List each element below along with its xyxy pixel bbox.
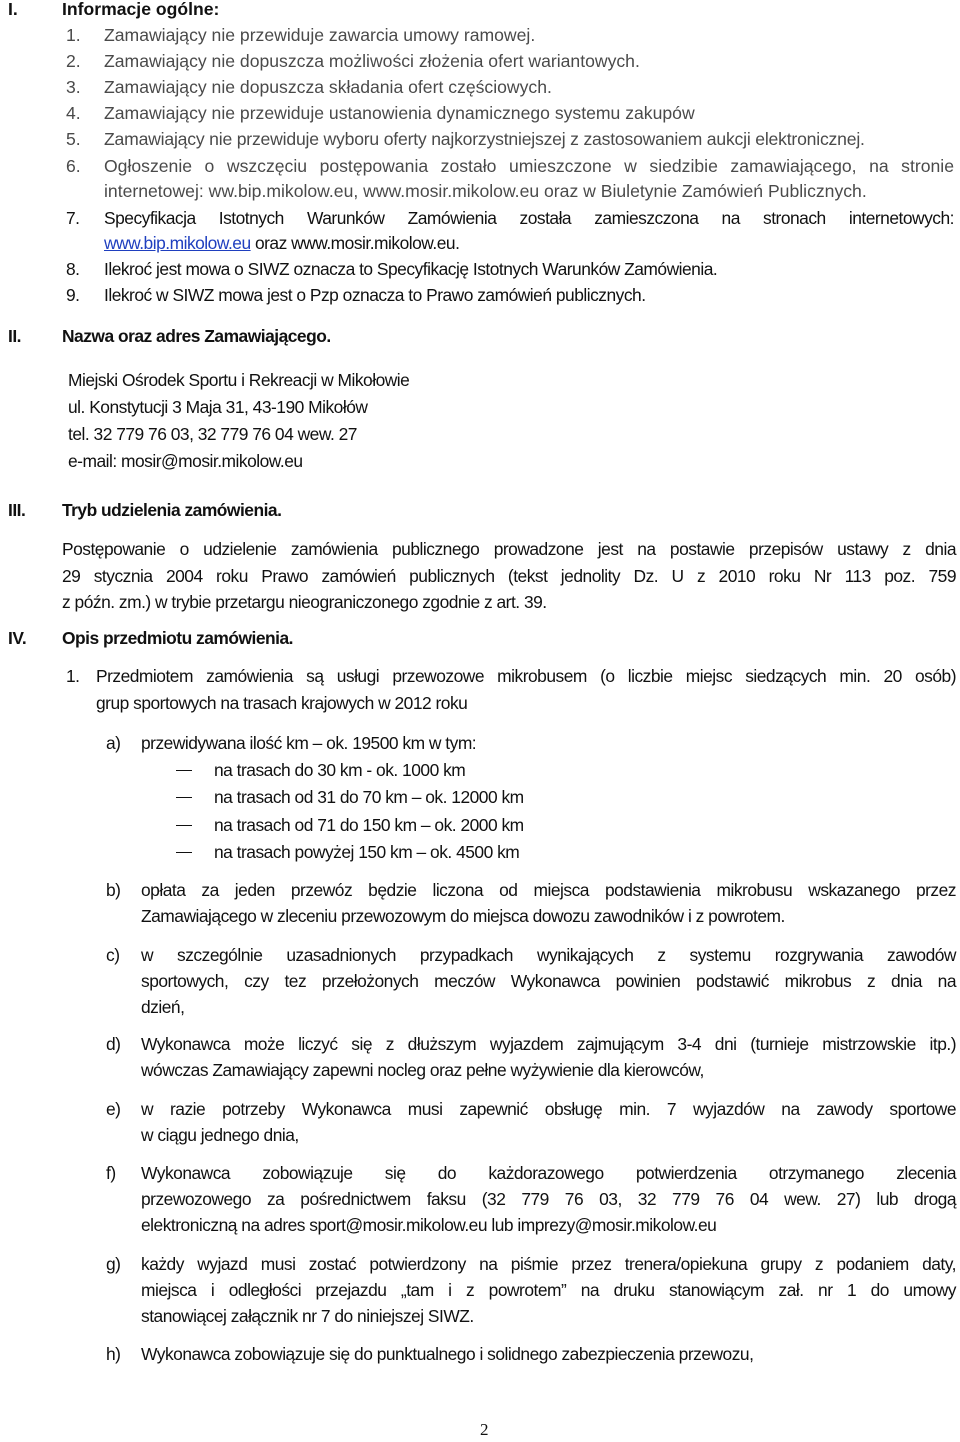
subitem-text: każdy wyjazd musi zostać potwierdzony na piśmie przez trenera/opiekuna grupy z podaniem daty,: [141, 1254, 956, 1274]
website-link[interactable]: www.bip.mikolow.eu: [104, 233, 251, 253]
list-number: 3.: [66, 77, 81, 97]
section-title: Informacje ogólne:: [62, 0, 220, 19]
section-title: Nazwa oraz adres Zamawiającego.: [62, 326, 331, 346]
subitem-text: przewozowego za pośrednictwem faksu (32 779 76 03, 32 779 76 04 wew. 27) lub drogą: [141, 1189, 956, 1209]
subitem-text: w szczególnie uzasadnionych przypadkach wynikających z systemu rozgrywania zawodów: [141, 945, 956, 965]
list-item: Zamawiający nie przewiduje ustanowienia dynamicznego systemu zakupów: [104, 103, 695, 123]
list-item: Ilekroć w SIWZ mowa jest o Pzp oznacza to Prawo zamówień publicznych.: [104, 285, 646, 305]
list-item: Zamawiający nie przewiduje zawarcia umowy ramowej.: [104, 25, 536, 45]
list-item: Specyfikacja Istotnych Warunków Zamówienia została zamieszczona na stronach internetowych:: [104, 208, 954, 228]
paragraph-line: z późn. zm.) w trybie przetargu nieograniczonego zgodnie z art. 39.: [62, 592, 547, 612]
address-name: Miejski Ośrodek Sportu i Rekreacji w Mikołowie: [68, 370, 410, 390]
list-item-continuation: grup sportowych na trasach krajowych w 2012 roku: [96, 693, 468, 713]
section-number: III.: [8, 500, 26, 520]
subitem-text: elektroniczną na adres sport@mosir.mikolow.eu lub imprezy@mosir.mikolow.eu: [141, 1215, 717, 1235]
subitem-label: c): [106, 945, 120, 965]
list-item-continuation: www.bip.mikolow.eu oraz www.mosir.mikolow.eu.: [104, 233, 460, 253]
subitem-text: w ciągu jednego dnia,: [141, 1125, 299, 1145]
paragraph-line: Postępowanie o udzielenie zamówienia publicznego prowadzone jest na postawie przepisów ustawy z dnia: [62, 539, 956, 559]
section-title: Opis przedmiotu zamówienia.: [62, 628, 293, 648]
list-number: 7.: [66, 208, 80, 228]
dash-bullet: [176, 852, 192, 853]
subitem-text: Wykonawca może liczyć się z dłuższym wyjazdem zajmującym 3-4 dni (turnieje mistrzowskie itp.): [141, 1034, 956, 1054]
list-item: Przedmiotem zamówienia są usługi przewozowe mikrobusem (o liczbie miejsc siedzących min. 20 osób): [96, 666, 956, 686]
subitem-text: Zamawiającego w zleceniu przewozowym do miejsca dowozu zawodników i z powrotem.: [141, 906, 785, 926]
list-item: Zamawiający nie dopuszcza możliwości złożenia ofert wariantowych.: [104, 51, 640, 71]
subitem-text: dzień,: [141, 997, 185, 1017]
page-number: 2: [480, 1420, 489, 1439]
route-item: na trasach od 71 do 150 km – ok. 2000 km: [214, 815, 524, 835]
dash-bullet: [176, 770, 192, 771]
list-item: Zamawiający nie przewiduje wyboru oferty najkorzystniejszej z zastosowaniem aukcji elektronicznej.: [104, 129, 865, 149]
subitem-text: Wykonawca zobowiązuje się do punktualnego i solidnego zabezpieczenia przewozu,: [141, 1344, 754, 1364]
list-number: 2.: [66, 51, 81, 71]
paragraph-line: 29 stycznia 2004 roku Prawo zamówień publicznych (tekst jednolity Dz. U z 2010 roku Nr 113 poz. 759: [62, 566, 956, 586]
list-number: 4.: [66, 103, 81, 123]
section-number: IV.: [8, 628, 27, 648]
address-email: e-mail: mosir@mosir.mikolow.eu: [68, 451, 303, 471]
list-item-continuation: internetowej: ww.bip.mikolow.eu, www.mosir.mikolow.eu oraz w Biuletynie Zamówień Publicznych.: [104, 181, 867, 201]
subitem-text: wówczas Zamawiający zapewni nocleg oraz pełne wyżywienie dla kierowców,: [141, 1060, 704, 1080]
list-number: 1.: [66, 666, 80, 686]
subitem-label: d): [106, 1034, 121, 1054]
list-number: 1.: [66, 25, 81, 45]
subitem-text: sportowych, czy tez przełożonych meczów Wykonawca powinien podstawić mikrobus z dnia na: [141, 971, 956, 991]
route-item: na trasach do 30 km - ok. 1000 km: [214, 760, 466, 780]
subitem-label: a): [106, 733, 121, 753]
dash-bullet: [176, 797, 192, 798]
subitem-text: stanowiącej załącznik nr 7 do niniejszej SIWZ.: [141, 1306, 474, 1326]
list-number: 8.: [66, 259, 80, 279]
section-title: Tryb udzielenia zamówienia.: [62, 500, 282, 520]
list-item: Ilekroć jest mowa o SIWZ oznacza to Specyfikację Istotnych Warunków Zamówienia.: [104, 259, 718, 279]
subitem-label: e): [106, 1099, 121, 1119]
dash-bullet: [176, 825, 192, 826]
address-phone: tel. 32 779 76 03, 32 779 76 04 wew. 27: [68, 424, 357, 444]
list-item: Ogłoszenie o wszczęciu postępowania zostało umieszczone w siedzibie zamawiającego, na stronie: [104, 156, 954, 176]
section-number: II.: [8, 326, 21, 346]
subitem-label: f): [106, 1163, 116, 1183]
subitem-label: h): [106, 1344, 121, 1364]
subitem-label: b): [106, 880, 121, 900]
list-number: 5.: [66, 129, 81, 149]
subitem-text: Wykonawca zobowiązuje się do każdorazowego potwierdzenia otrzymanego zlecenia: [141, 1163, 956, 1183]
section-number: I.: [8, 0, 18, 19]
subitem-text: przewidywana ilość km – ok. 19500 km w tym:: [141, 733, 477, 753]
subitem-text: miejsca i odległości przejazdu „tam i z powrotem” na druku stanowiącym zał. nr 1 do umowy: [141, 1280, 956, 1300]
list-number: 9.: [66, 285, 80, 305]
list-item: Zamawiający nie dopuszcza składania ofert częściowych.: [104, 77, 552, 97]
address-street: ul. Konstytucji 3 Maja 31, 43-190 Mikołów: [68, 397, 368, 417]
route-item: na trasach od 31 do 70 km – ok. 12000 km: [214, 787, 524, 807]
subitem-text: w razie potrzeby Wykonawca musi zapewnić obsługę min. 7 wyjazdów na zawody sportowe: [141, 1099, 956, 1119]
route-item: na trasach powyżej 150 km – ok. 4500 km: [214, 842, 520, 862]
subitem-text: opłata za jeden przewóz będzie liczona od miejsca podstawienia mikrobusu wskazanego przez: [141, 880, 956, 900]
list-number: 6.: [66, 156, 81, 176]
subitem-label: g): [106, 1254, 121, 1274]
